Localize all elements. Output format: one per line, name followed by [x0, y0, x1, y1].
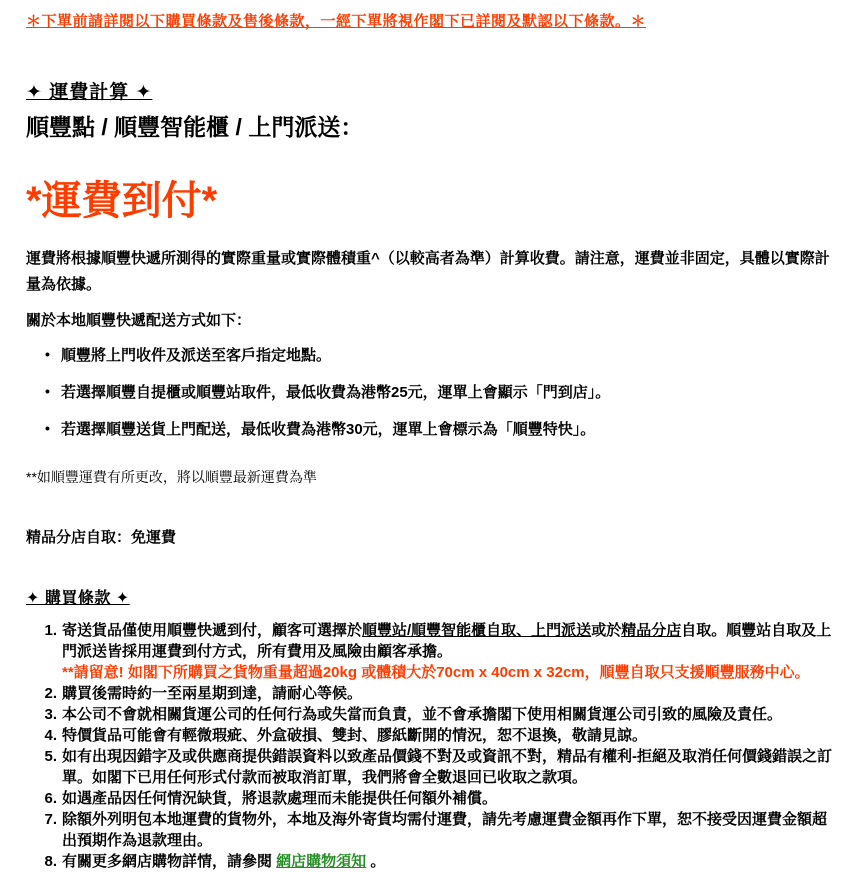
term-text: 如遇產品因任何情況缺貨，將退款處理而未能提供任何額外補償。	[62, 790, 498, 807]
term-text: 特價貨品可能會有輕微瑕疵、外盒破損、雙封、膠紙斷開的情況，恕不退換，敬請見諒。	[62, 727, 648, 744]
term-item-3	[26, 704, 835, 725]
term-text-segment: 寄送貨品僅使用順豐快遞到付，顧客可選擇於	[62, 622, 363, 639]
bullet-icon: •	[45, 420, 50, 436]
boutique-store-emphasis: 精品分店	[621, 622, 682, 639]
term-number: 7.	[44, 811, 57, 828]
purchase-terms-list	[26, 620, 835, 872]
term-text: 如有出現因錯字及或供應商提供錯誤資料以致產品價錢不對及或資訊不對，精品有權利-拒絕及取消任何價錢錯誤之訂單。如閣下已用任何形式付款而被取消訂單，我們將會全數退回已收取之款項。	[62, 748, 833, 786]
term-number: 6.	[44, 790, 57, 807]
term-text-segment: 有關更多網店購物詳情，請參閱	[62, 853, 277, 870]
term-text	[62, 851, 835, 872]
term-text-segment: 。	[366, 853, 386, 870]
term-item-4	[26, 725, 835, 746]
term-text: 購買後需時約一至兩星期到達，請耐心等候。	[62, 685, 363, 702]
term-item-2	[26, 683, 835, 704]
list-item	[26, 419, 835, 440]
top-notice: ＊下單前請詳閱以下購買條款及售後條款，一經下單將視作閣下已詳閱及默認以下條款。＊	[26, 13, 647, 30]
bullet-icon: •	[45, 383, 50, 399]
bullet-text: 若選擇順豐自提櫃或順豐站取件，最低收費為港幣25元，運單上會顯示「門到店」。	[61, 384, 611, 401]
term-text-segment: 或於	[591, 622, 622, 639]
weight-limit-warning: **請留意! 如閣下所購買之貨物重量超過20kg 或體積大於70cm x 40cm x 32cm，順豐自取只支援順豐服務中心。	[62, 664, 810, 681]
shipping-section-heading: ✦ 運費計算 ✦	[26, 82, 153, 103]
term-number: 5.	[44, 748, 57, 765]
term-item-8	[26, 851, 835, 872]
purchase-terms-heading: ✦ 購買條款 ✦	[26, 590, 130, 607]
shop-guide-link[interactable]: 網店購物須知	[276, 853, 367, 870]
term-number: 1.	[44, 622, 57, 639]
bullet-text: 順豐將上門收件及派送至客戶指定地點。	[61, 347, 332, 364]
shipping-methods-subheading: 順豐點 / 順豐智能櫃 / 上門派送：	[26, 114, 364, 140]
store-pickup-free-note: 精品分店自取：免運費	[26, 529, 177, 546]
term-text: 本公司不會就相關貨運公司的任何行為或失當而負責，並不會承擔閣下使用相關貨運公司引致的風險及責任。	[62, 706, 783, 723]
term-number: 2.	[44, 685, 57, 702]
fee-update-note: **如順豐運費有所更改，將以順豐最新運費為準	[26, 469, 317, 485]
bullet-icon: •	[45, 346, 50, 362]
term-item-6	[26, 788, 835, 809]
term-number: 3.	[44, 706, 57, 723]
term-text	[62, 620, 835, 683]
shipping-fee-intro: 運費將根據順豐快遞所測得的實際重量或實際體積重^（以較高者為準）計算收費。請注意，運費並非固定，具體以實際計量為依據。	[26, 250, 830, 293]
list-item	[26, 345, 835, 366]
list-item	[26, 382, 835, 403]
term-item-7	[26, 809, 835, 851]
term-text: 除額外列明包本地運費的貨物外，本地及海外寄貨均需付運費，請先考慮運費金額再作下單，恕不接受因運費金額超出預期作為退款理由。	[62, 811, 828, 849]
delivery-methods-list	[26, 345, 835, 440]
term-item-1	[26, 620, 835, 683]
term-number: 8.	[44, 853, 57, 870]
freight-collect-highlight: *運費到付*	[26, 179, 218, 223]
term-item-5	[26, 746, 835, 788]
bullet-text: 若選擇順豐送貨上門配送，最低收費為港幣30元，運單上會標示為「順豐特快」。	[61, 421, 596, 438]
pickup-options-emphasis: 順豐站/順豐智能櫃自取、上門派送	[362, 622, 592, 639]
term-text-segment: 自取。順豐站自取及上門派送皆採用運費到付方式，所有費用及風險由顧客承擔。	[62, 622, 832, 660]
delivery-methods-intro: 關於本地順豐快遞配送方式如下：	[26, 312, 252, 329]
term-number: 4.	[44, 727, 57, 744]
